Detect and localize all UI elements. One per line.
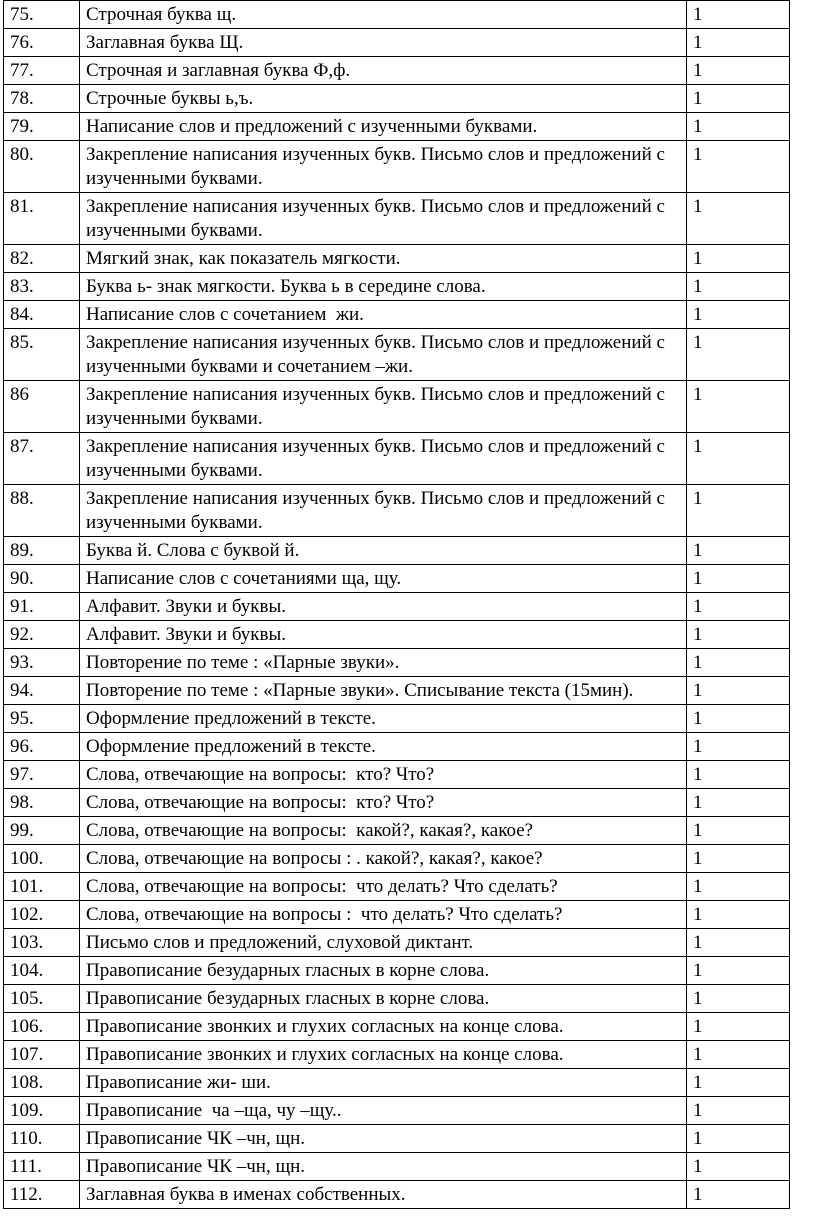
lesson-hours: 1 bbox=[687, 57, 790, 85]
table-row bbox=[4, 649, 790, 677]
lesson-number: 100. bbox=[4, 845, 80, 873]
table-row bbox=[4, 705, 790, 733]
lesson-topic: Закрепление написания изученных букв. Письмо слов и предложений с изученными буквами. bbox=[80, 141, 687, 193]
table-row bbox=[4, 29, 790, 57]
table-row bbox=[4, 273, 790, 301]
lesson-hours: 1 bbox=[687, 193, 790, 245]
lesson-hours: 1 bbox=[687, 1181, 790, 1209]
lesson-number: 104. bbox=[4, 957, 80, 985]
lesson-number: 93. bbox=[4, 649, 80, 677]
lesson-number: 92. bbox=[4, 621, 80, 649]
lesson-hours: 1 bbox=[687, 985, 790, 1013]
lesson-topic: Правописание звонких и глухих согласных на конце слова. bbox=[80, 1041, 687, 1069]
lesson-topic: Слова, отвечающие на вопросы: кто? Что? bbox=[80, 789, 687, 817]
lesson-plan-body bbox=[4, 1, 790, 1209]
table-row bbox=[4, 845, 790, 873]
lesson-topic: Повторение по теме : «Парные звуки». bbox=[80, 649, 687, 677]
lesson-number: 89. bbox=[4, 537, 80, 565]
lesson-number: 90. bbox=[4, 565, 80, 593]
lesson-topic: Написание слов с сочетанием жи. bbox=[80, 301, 687, 329]
table-row bbox=[4, 1181, 790, 1209]
lesson-topic: Заглавная буква в именах собственных. bbox=[80, 1181, 687, 1209]
lesson-topic: Закрепление написания изученных букв. Письмо слов и предложений с изученными буквами и сочетанием –жи. bbox=[80, 329, 687, 381]
lesson-topic: Правописание ЧК –чн, щн. bbox=[80, 1153, 687, 1181]
lesson-topic: Правописание звонких и глухих согласных на конце слова. bbox=[80, 1013, 687, 1041]
lesson-number: 75. bbox=[4, 1, 80, 29]
lesson-number: 99. bbox=[4, 817, 80, 845]
lesson-number: 106. bbox=[4, 1013, 80, 1041]
lesson-hours: 1 bbox=[687, 649, 790, 677]
lesson-topic: Алфавит. Звуки и буквы. bbox=[80, 621, 687, 649]
table-row bbox=[4, 1013, 790, 1041]
lesson-number: 76. bbox=[4, 29, 80, 57]
lesson-topic: Закрепление написания изученных букв. Письмо слов и предложений с изученными буквами. bbox=[80, 433, 687, 485]
lesson-topic: Письмо слов и предложений, слуховой диктант. bbox=[80, 929, 687, 957]
table-row bbox=[4, 565, 790, 593]
table-row bbox=[4, 789, 790, 817]
table-row bbox=[4, 901, 790, 929]
lesson-topic: Правописание безударных гласных в корне слова. bbox=[80, 985, 687, 1013]
lesson-hours: 1 bbox=[687, 273, 790, 301]
table-row bbox=[4, 1097, 790, 1125]
lesson-topic: Алфавит. Звуки и буквы. bbox=[80, 593, 687, 621]
lesson-hours: 1 bbox=[687, 1, 790, 29]
lesson-number: 101. bbox=[4, 873, 80, 901]
table-row bbox=[4, 381, 790, 433]
lesson-number: 86 bbox=[4, 381, 80, 433]
lesson-topic: Слова, отвечающие на вопросы : . какой?, какая?, какое? bbox=[80, 845, 687, 873]
lesson-hours: 1 bbox=[687, 85, 790, 113]
lesson-topic: Слова, отвечающие на вопросы: кто? Что? bbox=[80, 761, 687, 789]
lesson-topic: Закрепление написания изученных букв. Письмо слов и предложений с изученными буквами. bbox=[80, 381, 687, 433]
lesson-number: 95. bbox=[4, 705, 80, 733]
lesson-topic: Оформление предложений в тексте. bbox=[80, 733, 687, 761]
lesson-topic: Буква ь- знак мягкости. Буква ь в середине слова. bbox=[80, 273, 687, 301]
lesson-number: 112. bbox=[4, 1181, 80, 1209]
lesson-number: 110. bbox=[4, 1125, 80, 1153]
table-row bbox=[4, 57, 790, 85]
lesson-number: 80. bbox=[4, 141, 80, 193]
lesson-topic: Повторение по теме : «Парные звуки». Списывание текста (15мин). bbox=[80, 677, 687, 705]
lesson-number: 109. bbox=[4, 1097, 80, 1125]
lesson-hours: 1 bbox=[687, 433, 790, 485]
lesson-hours: 1 bbox=[687, 1041, 790, 1069]
lesson-hours: 1 bbox=[687, 29, 790, 57]
lesson-topic: Написание слов с сочетаниями ща, щу. bbox=[80, 565, 687, 593]
lesson-hours: 1 bbox=[687, 817, 790, 845]
lesson-number: 83. bbox=[4, 273, 80, 301]
lesson-number: 107. bbox=[4, 1041, 80, 1069]
lesson-hours: 1 bbox=[687, 901, 790, 929]
lesson-topic: Правописание ЧК –чн, щн. bbox=[80, 1125, 687, 1153]
lesson-hours: 1 bbox=[687, 733, 790, 761]
table-row bbox=[4, 85, 790, 113]
table-row bbox=[4, 621, 790, 649]
lesson-hours: 1 bbox=[687, 381, 790, 433]
lesson-topic: Мягкий знак, как показатель мягкости. bbox=[80, 245, 687, 273]
table-row bbox=[4, 329, 790, 381]
table-row bbox=[4, 1041, 790, 1069]
lesson-hours: 1 bbox=[687, 1153, 790, 1181]
lesson-topic: Закрепление написания изученных букв. Письмо слов и предложений с изученными буквами. bbox=[80, 193, 687, 245]
lesson-hours: 1 bbox=[687, 565, 790, 593]
lesson-hours: 1 bbox=[687, 929, 790, 957]
lesson-topic: Правописание ча –ща, чу –щу.. bbox=[80, 1097, 687, 1125]
lesson-topic: Правописание жи- ши. bbox=[80, 1069, 687, 1097]
lesson-topic: Слова, отвечающие на вопросы : что делать? Что сделать? bbox=[80, 901, 687, 929]
lesson-hours: 1 bbox=[687, 957, 790, 985]
lesson-number: 105. bbox=[4, 985, 80, 1013]
lesson-topic: Строчные буквы ь,ъ. bbox=[80, 85, 687, 113]
table-row bbox=[4, 957, 790, 985]
lesson-topic: Слова, отвечающие на вопросы: что делать? Что сделать? bbox=[80, 873, 687, 901]
lesson-number: 79. bbox=[4, 113, 80, 141]
lesson-topic: Слова, отвечающие на вопросы: какой?, какая?, какое? bbox=[80, 817, 687, 845]
lesson-hours: 1 bbox=[687, 789, 790, 817]
lesson-number: 91. bbox=[4, 593, 80, 621]
lesson-hours: 1 bbox=[687, 1013, 790, 1041]
lesson-topic: Закрепление написания изученных букв. Письмо слов и предложений с изученными буквами. bbox=[80, 485, 687, 537]
lesson-number: 98. bbox=[4, 789, 80, 817]
lesson-number: 77. bbox=[4, 57, 80, 85]
table-row bbox=[4, 301, 790, 329]
lesson-hours: 1 bbox=[687, 537, 790, 565]
lesson-number: 97. bbox=[4, 761, 80, 789]
lesson-hours: 1 bbox=[687, 245, 790, 273]
lesson-number: 82. bbox=[4, 245, 80, 273]
table-row bbox=[4, 485, 790, 537]
lesson-hours: 1 bbox=[687, 873, 790, 901]
table-row bbox=[4, 761, 790, 789]
lesson-number: 87. bbox=[4, 433, 80, 485]
table-row bbox=[4, 677, 790, 705]
table-row bbox=[4, 433, 790, 485]
lesson-number: 111. bbox=[4, 1153, 80, 1181]
lesson-hours: 1 bbox=[687, 1097, 790, 1125]
lesson-number: 103. bbox=[4, 929, 80, 957]
lesson-topic: Написание слов и предложений с изученными буквами. bbox=[80, 113, 687, 141]
lesson-number: 88. bbox=[4, 485, 80, 537]
table-row bbox=[4, 193, 790, 245]
lesson-number: 102. bbox=[4, 901, 80, 929]
lesson-hours: 1 bbox=[687, 113, 790, 141]
table-row bbox=[4, 593, 790, 621]
lesson-number: 85. bbox=[4, 329, 80, 381]
lesson-hours: 1 bbox=[687, 329, 790, 381]
lesson-topic: Строчная и заглавная буква Ф,ф. bbox=[80, 57, 687, 85]
lesson-hours: 1 bbox=[687, 1125, 790, 1153]
lesson-hours: 1 bbox=[687, 593, 790, 621]
lesson-number: 96. bbox=[4, 733, 80, 761]
lesson-hours: 1 bbox=[687, 705, 790, 733]
lesson-hours: 1 bbox=[687, 485, 790, 537]
lesson-number: 94. bbox=[4, 677, 80, 705]
lesson-number: 84. bbox=[4, 301, 80, 329]
table-row bbox=[4, 873, 790, 901]
table-row bbox=[4, 1069, 790, 1097]
table-row bbox=[4, 537, 790, 565]
table-row bbox=[4, 141, 790, 193]
lesson-plan-table bbox=[3, 0, 790, 1209]
lesson-topic: Оформление предложений в тексте. bbox=[80, 705, 687, 733]
table-row bbox=[4, 1153, 790, 1181]
lesson-topic: Правописание безударных гласных в корне слова. bbox=[80, 957, 687, 985]
table-row bbox=[4, 1125, 790, 1153]
table-row bbox=[4, 245, 790, 273]
lesson-hours: 1 bbox=[687, 1069, 790, 1097]
lesson-number: 81. bbox=[4, 193, 80, 245]
table-row bbox=[4, 929, 790, 957]
table-row bbox=[4, 1, 790, 29]
lesson-hours: 1 bbox=[687, 761, 790, 789]
lesson-topic: Заглавная буква Щ. bbox=[80, 29, 687, 57]
lesson-hours: 1 bbox=[687, 845, 790, 873]
lesson-number: 78. bbox=[4, 85, 80, 113]
lesson-topic: Строчная буква щ. bbox=[80, 1, 687, 29]
lesson-hours: 1 bbox=[687, 301, 790, 329]
table-row bbox=[4, 985, 790, 1013]
lesson-hours: 1 bbox=[687, 141, 790, 193]
table-row bbox=[4, 113, 790, 141]
table-row bbox=[4, 733, 790, 761]
lesson-number: 108. bbox=[4, 1069, 80, 1097]
table-row bbox=[4, 817, 790, 845]
lesson-topic: Буква й. Слова с буквой й. bbox=[80, 537, 687, 565]
lesson-hours: 1 bbox=[687, 621, 790, 649]
lesson-hours: 1 bbox=[687, 677, 790, 705]
